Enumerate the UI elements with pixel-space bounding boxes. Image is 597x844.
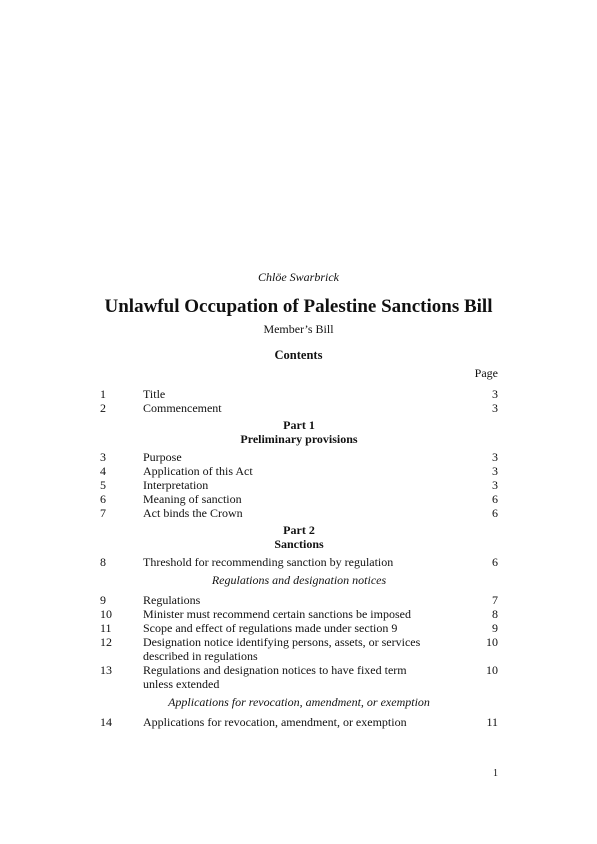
section-number: 9 xyxy=(100,593,106,607)
toc-entry xyxy=(100,450,498,464)
toc-entry xyxy=(100,464,498,478)
page-column-header: Page xyxy=(474,366,498,380)
section-page: 10 xyxy=(486,663,498,677)
subheading-applications: Applications for revocation, amendment, or exemption xyxy=(168,695,430,709)
section-number: 14 xyxy=(100,715,112,729)
section-page: 3 xyxy=(492,450,498,464)
section-page: 3 xyxy=(492,401,498,415)
section-page: 11 xyxy=(486,715,498,729)
contents-heading: Contents xyxy=(274,348,323,362)
section-page: 6 xyxy=(492,506,498,520)
section-title: Meaning of sanction xyxy=(143,492,242,506)
section-number: 1 xyxy=(100,387,106,401)
section-number: 2 xyxy=(100,401,106,415)
section-number: 11 xyxy=(100,621,112,635)
toc-entry xyxy=(100,607,498,621)
section-number: 13 xyxy=(100,663,112,677)
toc-group-part2a xyxy=(100,555,498,569)
section-title: Minister must recommend certain sanctions be imposed xyxy=(143,607,411,621)
toc-entry xyxy=(100,593,498,607)
section-page: 3 xyxy=(492,387,498,401)
section-title: Applications for revocation, amendment, or exemption xyxy=(143,715,407,729)
section-title: Designation notice identifying persons, assets, or services described in regulations xyxy=(143,635,421,663)
section-title: Threshold for recommending sanction by regulation xyxy=(143,555,394,569)
page-number: 1 xyxy=(493,768,498,779)
section-page: 8 xyxy=(492,607,498,621)
toc-entry xyxy=(100,555,498,569)
toc-entry xyxy=(100,621,498,635)
section-title: Act binds the Crown xyxy=(143,506,243,520)
section-page: 7 xyxy=(492,593,498,607)
toc-group-part2c xyxy=(100,715,498,729)
section-number: 12 xyxy=(100,635,112,649)
part-2-label: Part 2 xyxy=(283,523,315,537)
section-title: Interpretation xyxy=(143,478,209,492)
section-page: 3 xyxy=(492,478,498,492)
toc-group-intro xyxy=(100,387,498,415)
part-2-heading: Sanctions xyxy=(274,537,324,551)
section-number: 10 xyxy=(100,607,112,621)
section-number: 8 xyxy=(100,555,106,569)
toc-entry xyxy=(100,715,498,729)
toc-entry xyxy=(100,506,498,520)
toc-entry xyxy=(100,387,498,401)
section-number: 4 xyxy=(100,464,106,478)
author-name: Chlöe Swarbrick xyxy=(258,270,339,284)
section-number: 6 xyxy=(100,492,106,506)
part-1-label: Part 1 xyxy=(283,418,315,432)
section-page: 6 xyxy=(492,492,498,506)
section-title: Regulations and designation notices to have fixed term unless extended xyxy=(143,663,407,691)
bill-subtitle: Member’s Bill xyxy=(263,322,334,336)
section-page: 3 xyxy=(492,464,498,478)
toc-group-part2b xyxy=(100,593,498,691)
toc-group-part1 xyxy=(100,450,498,520)
toc-entry xyxy=(100,478,498,492)
toc-entry xyxy=(100,635,498,663)
toc-entry xyxy=(100,492,498,506)
section-page: 9 xyxy=(492,621,498,635)
bill-title: Unlawful Occupation of Palestine Sanctions Bill xyxy=(104,296,493,317)
toc-entry xyxy=(100,663,498,691)
section-title: Scope and effect of regulations made under section 9 xyxy=(143,621,398,635)
section-number: 5 xyxy=(100,478,106,492)
table-of-contents xyxy=(100,365,498,729)
section-page: 10 xyxy=(486,635,498,649)
section-title: Regulations xyxy=(143,593,201,607)
toc-entry xyxy=(100,401,498,415)
part-1-heading: Preliminary provisions xyxy=(240,432,358,446)
section-title: Purpose xyxy=(143,450,182,464)
subheading-regulations: Regulations and designation notices xyxy=(211,573,387,587)
section-title: Commencement xyxy=(143,401,222,415)
section-number: 3 xyxy=(100,450,106,464)
section-number: 7 xyxy=(100,506,106,520)
section-title: Title xyxy=(143,387,166,401)
section-title: Application of this Act xyxy=(143,464,253,478)
section-page: 6 xyxy=(492,555,498,569)
